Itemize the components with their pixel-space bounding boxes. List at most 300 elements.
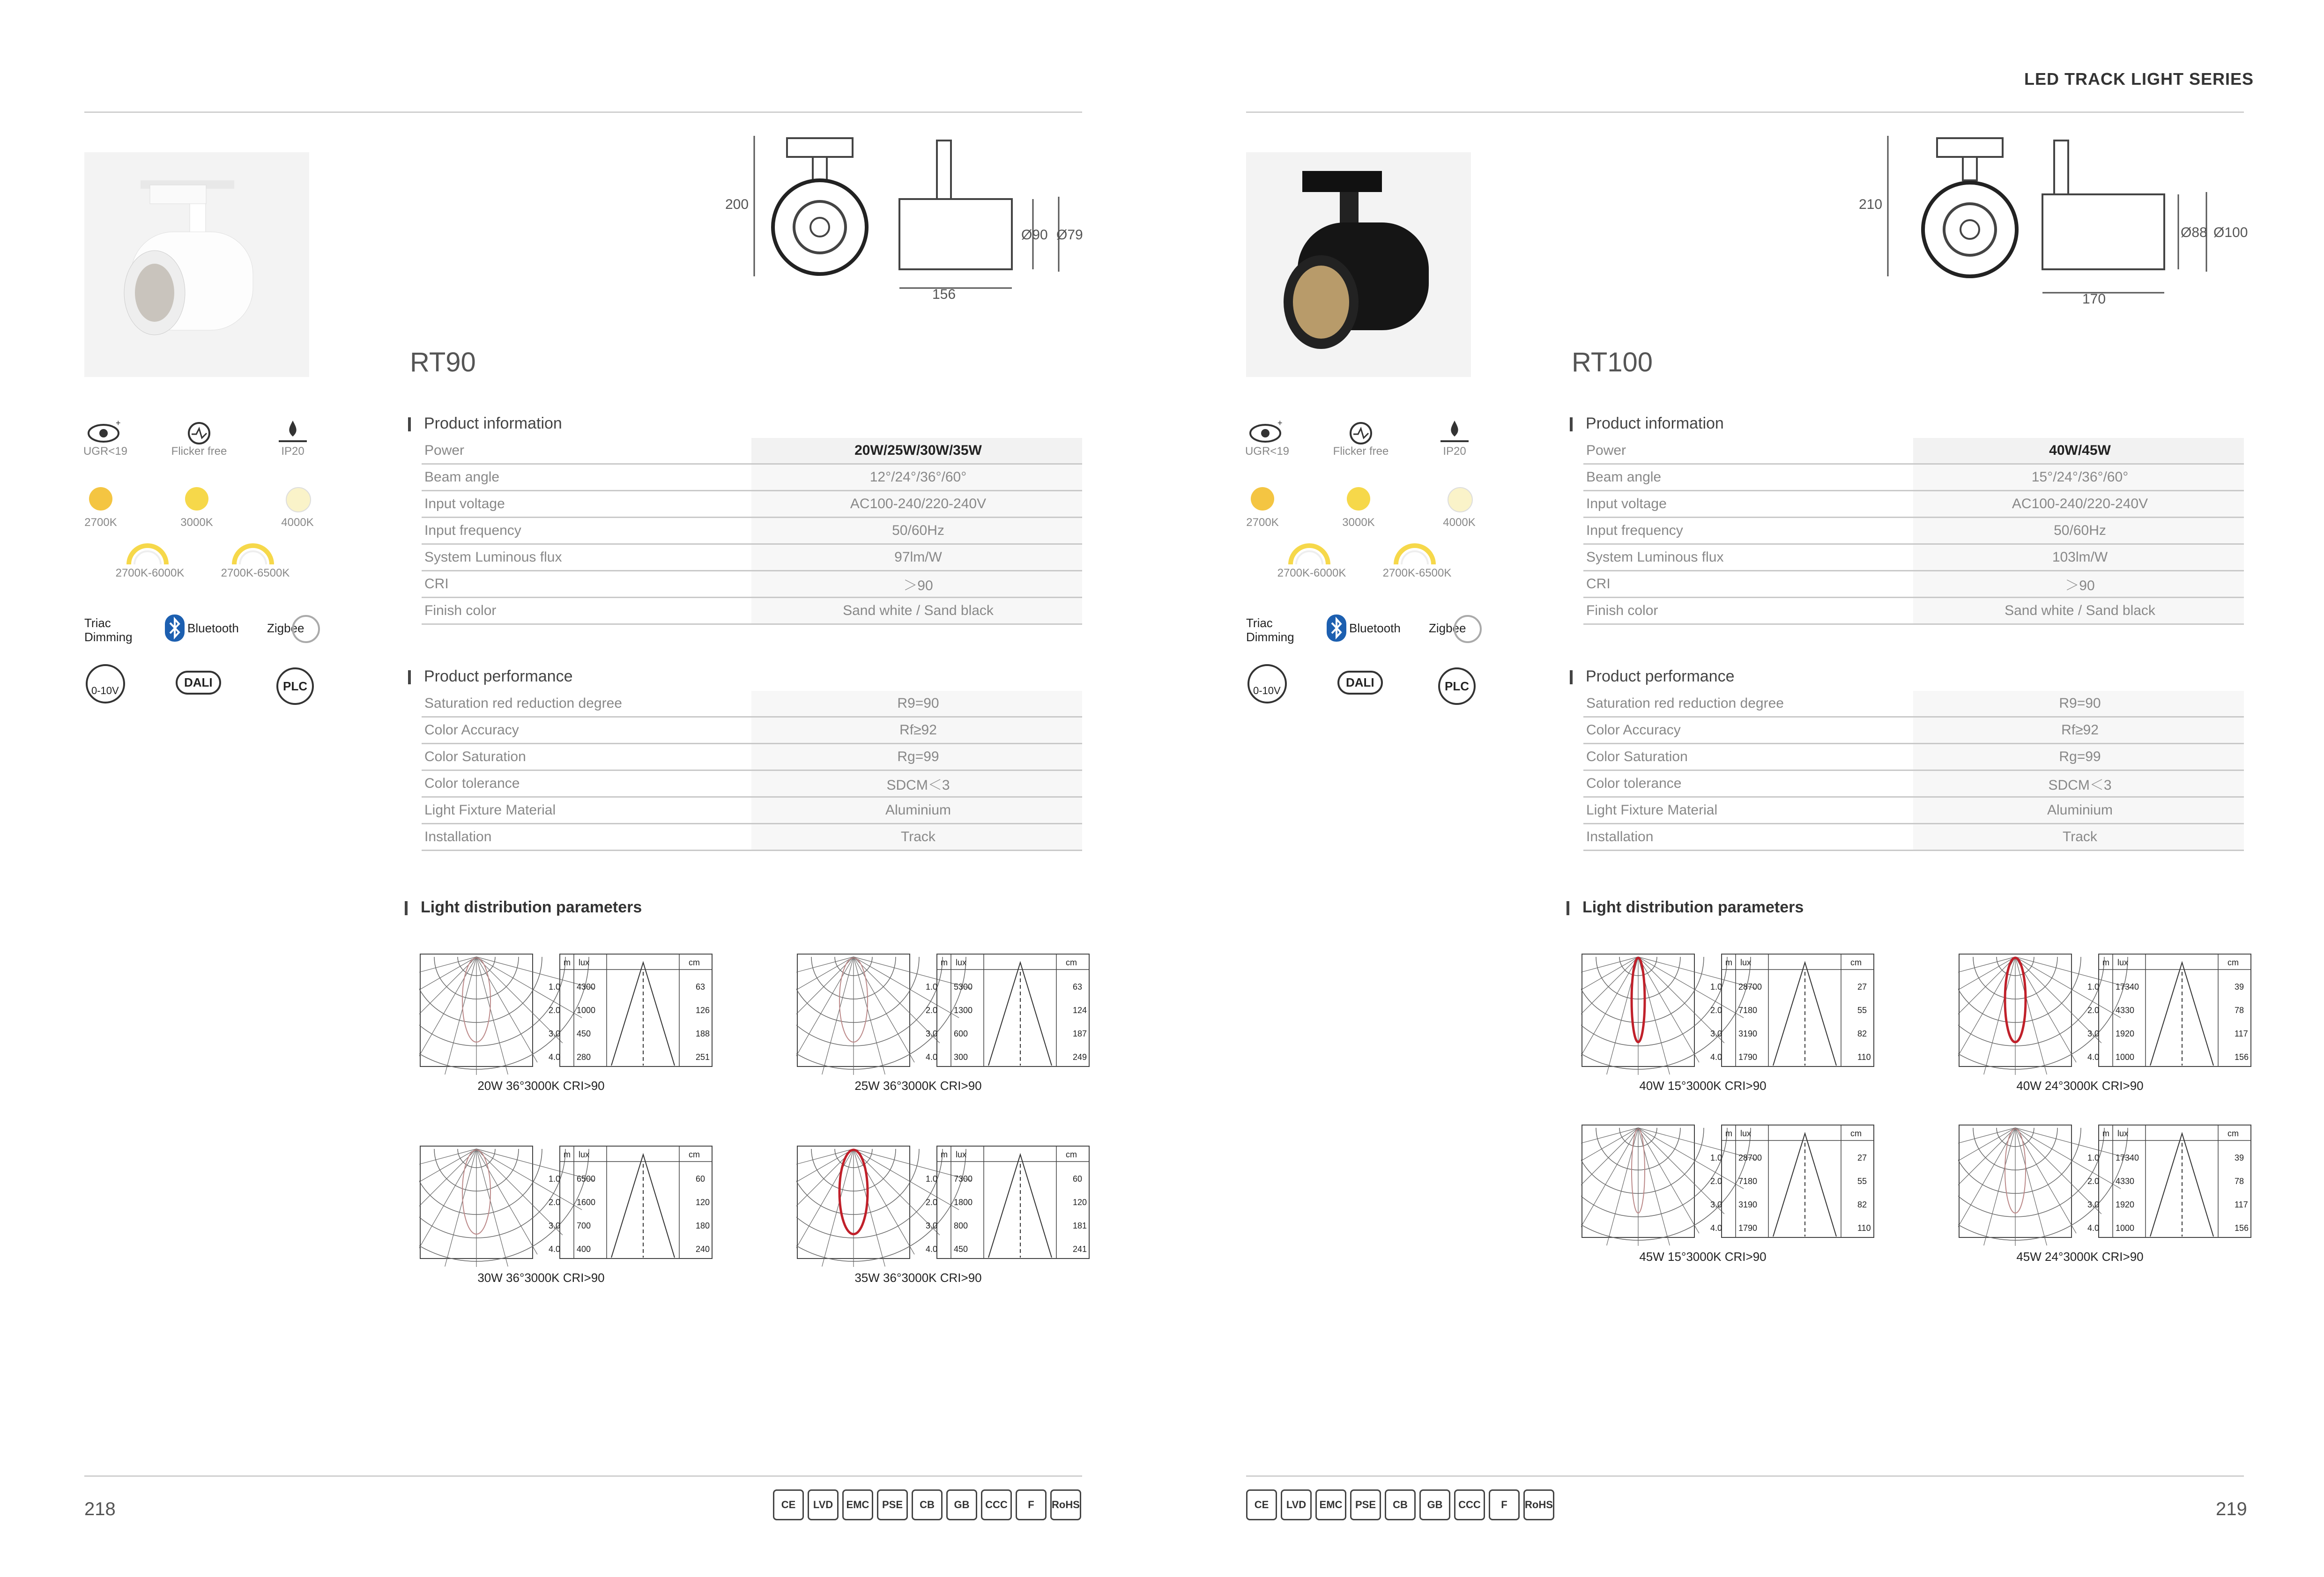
chart-caption: 30W 36°3000K CRI>90	[477, 1271, 605, 1285]
spec-value: 40W/45W	[1913, 438, 2244, 464]
spec-row	[422, 544, 1082, 571]
top-divider-left	[84, 111, 1082, 113]
cm-value: 60	[1073, 1174, 1083, 1184]
spec-row	[1583, 824, 2244, 851]
distance-label: 2.0	[926, 1198, 938, 1207]
spec-value: Rf≥92	[1913, 717, 2244, 744]
chart-svg	[419, 953, 714, 1075]
spec-key: Color Saturation	[1583, 744, 1913, 770]
chart-header: cm	[2227, 1129, 2239, 1138]
light-distribution-title: Light distribution parameters	[421, 898, 642, 916]
cm-value: 78	[2235, 1006, 2244, 1015]
cct-2700-swatch	[1251, 487, 1274, 511]
light-distribution-chart	[796, 1145, 1091, 1267]
lux-value: 400	[577, 1244, 591, 1254]
lux-value: 300	[954, 1052, 968, 1062]
distance-label: 3.0	[1710, 1200, 1723, 1209]
distance-label: 4.0	[1710, 1052, 1723, 1062]
chart-header: m	[1725, 958, 1732, 967]
light-distribution-chart	[419, 953, 714, 1075]
tunable-arc-icon	[124, 539, 171, 567]
cct-3000-swatch	[185, 487, 208, 511]
cct-4000-swatch	[1448, 487, 1473, 512]
spec-key: Beam angle	[1583, 464, 1913, 491]
chart-header: lux	[956, 958, 967, 967]
certification-icon: EMC	[842, 1489, 873, 1520]
lux-value: 1000	[2116, 1052, 2135, 1062]
v010-icon	[84, 663, 126, 705]
ugr-label: UGR<19	[1245, 445, 1290, 458]
cm-value: 156	[2235, 1052, 2249, 1062]
bottom-divider-right	[1246, 1475, 2244, 1477]
cm-value: 120	[1073, 1198, 1087, 1207]
zigbee-label: Zigbee	[267, 621, 304, 635]
spec-value: Rg=99	[1913, 744, 2244, 770]
spec-row	[422, 717, 1082, 744]
dimension-drawing-rt90	[731, 126, 1096, 304]
spec-key: Saturation red reduction degree	[422, 691, 751, 717]
product-photo-white	[84, 152, 309, 377]
lux-value: 1300	[954, 1006, 973, 1015]
lux-value: 1920	[2116, 1029, 2135, 1038]
chart-svg	[1581, 1124, 1876, 1246]
distance-label: 1.0	[926, 1174, 938, 1184]
triac-dimming-label: Triac Dimming	[1246, 616, 1294, 644]
light-distribution-chart	[1581, 1124, 1876, 1246]
spec-key: System Luminous flux	[422, 544, 751, 571]
lux-value: 4330	[2116, 1006, 2135, 1015]
cm-value: 181	[1073, 1221, 1087, 1230]
spec-key: Light Fixture Material	[422, 797, 751, 824]
spec-key: Installation	[1583, 824, 1913, 851]
spec-value: 50/60Hz	[1913, 518, 2244, 544]
certification-icon: CCC	[981, 1489, 1012, 1520]
chart-header: m	[564, 1150, 571, 1159]
distance-label: 3.0	[549, 1029, 561, 1038]
spec-value: AC100-240/220-240V	[1913, 491, 2244, 518]
chart-header: m	[941, 1150, 948, 1159]
lux-value: 17340	[2116, 1153, 2139, 1162]
ugr-icon	[87, 419, 124, 447]
chart-caption: 35W 36°3000K CRI>90	[854, 1271, 982, 1285]
cm-value: 187	[1073, 1029, 1087, 1038]
cm-value: 78	[2235, 1177, 2244, 1186]
cm-value: 63	[1073, 982, 1083, 992]
spec-row	[422, 824, 1082, 851]
chart-header: cm	[1850, 958, 1862, 967]
ip20-icon	[1438, 417, 1471, 445]
v010-label: 0-10V	[91, 685, 119, 696]
cm-value: 55	[1857, 1177, 1867, 1186]
spec-value: ＞90	[1913, 571, 2244, 598]
chart-header: lux	[1740, 958, 1752, 967]
spec-row	[422, 797, 1082, 824]
spec-row	[1583, 518, 2244, 544]
light-distribution-chart	[1958, 953, 2253, 1075]
flicker-free-icon	[185, 419, 213, 447]
spec-value: Rf≥92	[751, 717, 1082, 744]
distance-label: 3.0	[926, 1029, 938, 1038]
cct-3000-label: 3000K	[180, 516, 213, 529]
spec-value: SDCM＜3	[751, 770, 1082, 797]
distance-label: 2.0	[549, 1198, 561, 1207]
lux-value: 7180	[1738, 1006, 1758, 1015]
distance-label: 1.0	[2087, 1153, 2100, 1162]
chart-header: m	[1725, 1129, 1732, 1138]
cm-value: 180	[696, 1221, 710, 1230]
dim-length: 156	[932, 287, 956, 302]
svg-text:+: +	[116, 419, 121, 428]
certification-icon: LVD	[1281, 1489, 1312, 1520]
chart-header: m	[564, 958, 571, 967]
zigbee-icon	[1452, 614, 1483, 644]
spec-value: 103lm/W	[1913, 544, 2244, 571]
chart-svg	[1958, 1124, 2253, 1246]
certification-icon: CB	[1385, 1489, 1416, 1520]
product-performance-table	[1583, 691, 2244, 851]
certification-icon: RoHS	[1523, 1489, 1554, 1520]
v010-icon	[1246, 663, 1288, 705]
cm-value: 117	[2235, 1029, 2248, 1038]
dali-label: DALI	[176, 671, 221, 695]
distance-label: 2.0	[1710, 1177, 1723, 1186]
chart-header: lux	[579, 1150, 590, 1159]
dim-d1: Ø88	[2181, 225, 2207, 240]
spec-row	[422, 491, 1082, 518]
lux-value: 17340	[2116, 982, 2139, 992]
spec-value: Sand white / Sand black	[1913, 598, 2244, 624]
lux-value: 1800	[954, 1198, 973, 1207]
distance-label: 1.0	[2087, 982, 2100, 992]
distance-label: 1.0	[1710, 1153, 1723, 1162]
distance-label: 1.0	[1710, 982, 1723, 992]
cm-value: 249	[1073, 1052, 1087, 1062]
spec-key: CRI	[1583, 571, 1913, 598]
flicker-free-label: Flicker free	[171, 445, 227, 458]
lux-value: 1790	[1738, 1052, 1758, 1062]
spec-row	[422, 464, 1082, 491]
lux-value: 700	[577, 1221, 591, 1230]
spec-value: Track	[751, 824, 1082, 851]
cm-value: 27	[1857, 1153, 1867, 1162]
ugr-label: UGR<19	[83, 445, 128, 458]
spec-row	[422, 691, 1082, 717]
cct-4000-label: 4000K	[1443, 516, 1476, 529]
spec-key: Installation	[422, 824, 751, 851]
spec-value: 15°/24°/36°/60°	[1913, 464, 2244, 491]
lux-value: 5300	[954, 982, 973, 992]
flicker-free-icon	[1347, 419, 1375, 447]
tunable-arc-icon	[230, 539, 276, 567]
lux-value: 1790	[1738, 1223, 1758, 1233]
spec-key: CRI	[422, 571, 751, 598]
product-performance-title: Product performance	[424, 667, 573, 685]
spec-key: Beam angle	[422, 464, 751, 491]
spec-value: Track	[1913, 824, 2244, 851]
chart-header: cm	[1066, 958, 1077, 967]
chart-header: lux	[1740, 1129, 1752, 1138]
chart-caption: 40W 15°3000K CRI>90	[1639, 1079, 1767, 1093]
spec-key: Power	[422, 438, 751, 464]
lux-value: 280	[577, 1052, 591, 1062]
cct-3000-swatch	[1347, 487, 1370, 511]
lux-value: 3190	[1738, 1200, 1758, 1209]
spec-key: Input frequency	[422, 518, 751, 544]
distance-label: 1.0	[926, 982, 938, 992]
certification-icon: RoHS	[1050, 1489, 1081, 1520]
certification-icon: PSE	[877, 1489, 908, 1520]
chart-header: cm	[1066, 1150, 1077, 1159]
cm-value: 240	[696, 1244, 710, 1254]
spec-row	[1583, 717, 2244, 744]
cm-value: 110	[1857, 1052, 1871, 1062]
spec-value: AC100-240/220-240V	[751, 491, 1082, 518]
spec-value: R9=90	[1913, 691, 2244, 717]
product-performance-table	[422, 691, 1082, 851]
spec-row	[1583, 491, 2244, 518]
lux-value: 7300	[954, 1174, 973, 1184]
chart-header: m	[2102, 958, 2109, 967]
distance-label: 3.0	[926, 1221, 938, 1230]
spec-row	[422, 744, 1082, 770]
model-name: RT90	[410, 347, 476, 378]
lux-value: 450	[577, 1029, 591, 1038]
cct-2700-swatch	[89, 487, 112, 511]
spec-row	[422, 518, 1082, 544]
spec-row	[1583, 464, 2244, 491]
plc-label: PLC	[276, 667, 314, 705]
dali-label: DALI	[1337, 671, 1383, 695]
cm-value: 27	[1857, 982, 1867, 992]
tunable-6500-label: 2700K-6500K	[221, 567, 290, 579]
lux-value: 1600	[577, 1198, 596, 1207]
spec-key: Finish color	[1583, 598, 1913, 624]
cm-value: 55	[1857, 1006, 1867, 1015]
flicker-free-label: Flicker free	[1333, 445, 1389, 458]
spec-key: Color Saturation	[422, 744, 751, 770]
product-photo-black	[1246, 152, 1471, 377]
certification-icon: LVD	[808, 1489, 839, 1520]
product-info-title: Product information	[424, 415, 562, 432]
spec-key: Power	[1583, 438, 1913, 464]
lux-value: 600	[954, 1029, 968, 1038]
distance-label: 3.0	[2087, 1029, 2100, 1038]
cm-value: 82	[1857, 1200, 1867, 1209]
series-title: LED TRACK LIGHT SERIES	[2024, 69, 2254, 89]
light-distribution-chart	[1958, 1124, 2253, 1246]
dim-length: 170	[2082, 291, 2106, 307]
lux-value: 28700	[1738, 1153, 1762, 1162]
certification-icon: CCC	[1454, 1489, 1485, 1520]
lux-value: 1920	[2116, 1200, 2135, 1209]
spec-key: Color Accuracy	[422, 717, 751, 744]
certification-icon: GB	[1419, 1489, 1450, 1520]
chart-caption: 20W 36°3000K CRI>90	[477, 1079, 605, 1093]
bluetooth-label: Bluetooth	[187, 621, 239, 635]
distance-label: 4.0	[926, 1052, 938, 1062]
spec-value: 12°/24°/36°/60°	[751, 464, 1082, 491]
page-number-left: 218	[84, 1499, 116, 1519]
distance-label: 2.0	[926, 1006, 938, 1015]
chart-svg	[796, 1145, 1091, 1267]
spec-key: Color Accuracy	[1583, 717, 1913, 744]
spec-key: Color tolerance	[422, 770, 751, 797]
spec-row	[422, 571, 1082, 598]
chart-caption: 40W 24°3000K CRI>90	[2016, 1079, 2144, 1093]
distance-label: 3.0	[549, 1221, 561, 1230]
spec-value: SDCM＜3	[1913, 770, 2244, 797]
spec-row	[1583, 571, 2244, 598]
spec-row	[1583, 598, 2244, 624]
certification-icon: EMC	[1315, 1489, 1346, 1520]
svg-text:+: +	[1277, 419, 1283, 428]
chart-header: lux	[579, 958, 590, 967]
distance-label: 4.0	[1710, 1223, 1723, 1233]
lux-value: 450	[954, 1244, 968, 1254]
spec-row	[1583, 438, 2244, 464]
zigbee-label: Zigbee	[1429, 621, 1466, 635]
chart-header: m	[941, 958, 948, 967]
spec-key: Finish color	[422, 598, 751, 624]
spec-row	[1583, 770, 2244, 797]
dim-d2: Ø79	[1056, 227, 1083, 243]
distance-label: 4.0	[2087, 1052, 2100, 1062]
bluetooth-icon	[164, 614, 186, 643]
spec-value: R9=90	[751, 691, 1082, 717]
product-info-table	[1583, 438, 2244, 625]
zigbee-icon	[290, 614, 321, 644]
tunable-6500-label: 2700K-6500K	[1382, 567, 1452, 579]
ugr-icon	[1248, 419, 1286, 447]
chart-caption: 45W 24°3000K CRI>90	[2016, 1250, 2144, 1264]
chart-header: m	[2102, 1129, 2109, 1138]
cm-value: 124	[1073, 1006, 1087, 1015]
chart-header: cm	[689, 1150, 700, 1159]
bottom-divider-left	[84, 1475, 1082, 1477]
cct-4000-label: 4000K	[281, 516, 314, 529]
chart-svg	[1581, 953, 1876, 1075]
certification-icon: CE	[1246, 1489, 1277, 1520]
certification-icon: CB	[912, 1489, 943, 1520]
cm-value: 39	[2235, 1153, 2244, 1162]
cm-value: 126	[696, 1006, 710, 1015]
chart-header: lux	[2117, 958, 2129, 967]
chart-header: cm	[1850, 1129, 1862, 1138]
spec-value: 97lm/W	[751, 544, 1082, 571]
spec-row	[422, 770, 1082, 797]
certification-icon: F	[1489, 1489, 1520, 1520]
light-distribution-chart	[1581, 953, 1876, 1075]
spec-value: 20W/25W/30W/35W	[751, 438, 1082, 464]
lux-value: 4300	[577, 982, 596, 992]
lux-value: 1000	[577, 1006, 596, 1015]
distance-label: 2.0	[549, 1006, 561, 1015]
spec-row	[1583, 691, 2244, 717]
cct-4000-swatch	[286, 487, 311, 512]
tunable-arc-icon	[1286, 539, 1333, 567]
cct-2700-label: 2700K	[84, 516, 117, 529]
chart-caption: 25W 36°3000K CRI>90	[854, 1079, 982, 1093]
bluetooth-icon	[1326, 614, 1347, 643]
chart-header: cm	[2227, 958, 2239, 967]
spec-row	[1583, 544, 2244, 571]
spec-value: Rg=99	[751, 744, 1082, 770]
spec-key: Saturation red reduction degree	[1583, 691, 1913, 717]
cm-value: 110	[1857, 1223, 1871, 1233]
cm-value: 241	[1073, 1244, 1087, 1254]
cm-value: 188	[696, 1029, 710, 1038]
lux-value: 28700	[1738, 982, 1762, 992]
tunable-6000-label: 2700K-6000K	[115, 567, 185, 579]
chart-header: lux	[2117, 1129, 2129, 1138]
certification-icon: PSE	[1350, 1489, 1381, 1520]
top-divider-right	[1246, 111, 2244, 113]
product-info-title: Product information	[1586, 415, 1724, 432]
distance-label: 2.0	[1710, 1006, 1723, 1015]
spec-value: Sand white / Sand black	[751, 598, 1082, 624]
lux-value: 800	[954, 1221, 968, 1230]
cm-value: 156	[2235, 1223, 2249, 1233]
spec-key: Input frequency	[1583, 518, 1913, 544]
spec-row	[422, 438, 1082, 464]
spec-key: Color tolerance	[1583, 770, 1913, 797]
distance-label: 4.0	[549, 1052, 561, 1062]
distance-label: 3.0	[1710, 1029, 1723, 1038]
light-distribution-chart	[796, 953, 1091, 1075]
cm-value: 39	[2235, 982, 2244, 992]
distance-label: 2.0	[2087, 1177, 2100, 1186]
product-info-table	[422, 438, 1082, 625]
lux-value: 1000	[2116, 1223, 2135, 1233]
certification-icon: CE	[773, 1489, 804, 1520]
product-performance-title: Product performance	[1586, 667, 1735, 685]
light-distribution-chart	[419, 1145, 714, 1267]
certification-icon: GB	[946, 1489, 977, 1520]
cm-value: 117	[2235, 1200, 2248, 1209]
chart-header: cm	[689, 958, 700, 967]
spec-value: Aluminium	[1913, 797, 2244, 824]
cct-3000-label: 3000K	[1342, 516, 1375, 529]
tunable-6000-label: 2700K-6000K	[1277, 567, 1346, 579]
certification-icon: F	[1016, 1489, 1047, 1520]
cm-value: 120	[696, 1198, 710, 1207]
dim-d2: Ø100	[2213, 225, 2248, 240]
spec-key: Light Fixture Material	[1583, 797, 1913, 824]
spec-value: Aluminium	[751, 797, 1082, 824]
ip20-label: IP20	[281, 445, 304, 458]
chart-svg	[1958, 953, 2253, 1075]
dim-height: 200	[725, 197, 749, 212]
spec-row	[1583, 797, 2244, 824]
lux-value: 6500	[577, 1174, 596, 1184]
distance-label: 4.0	[2087, 1223, 2100, 1233]
tunable-arc-icon	[1391, 539, 1438, 567]
chart-svg	[419, 1145, 714, 1267]
cm-value: 60	[696, 1174, 705, 1184]
distance-label: 1.0	[549, 1174, 561, 1184]
chart-svg	[796, 953, 1091, 1075]
distance-label: 2.0	[2087, 1006, 2100, 1015]
distance-label: 4.0	[549, 1244, 561, 1254]
spec-value: 50/60Hz	[751, 518, 1082, 544]
spec-key: System Luminous flux	[1583, 544, 1913, 571]
chart-caption: 45W 15°3000K CRI>90	[1639, 1250, 1767, 1264]
dim-height: 210	[1859, 197, 1883, 212]
light-distribution-title: Light distribution parameters	[1582, 898, 1804, 916]
dim-d1: Ø90	[1021, 227, 1048, 243]
spec-key: Input voltage	[422, 491, 751, 518]
model-name: RT100	[1572, 347, 1653, 378]
